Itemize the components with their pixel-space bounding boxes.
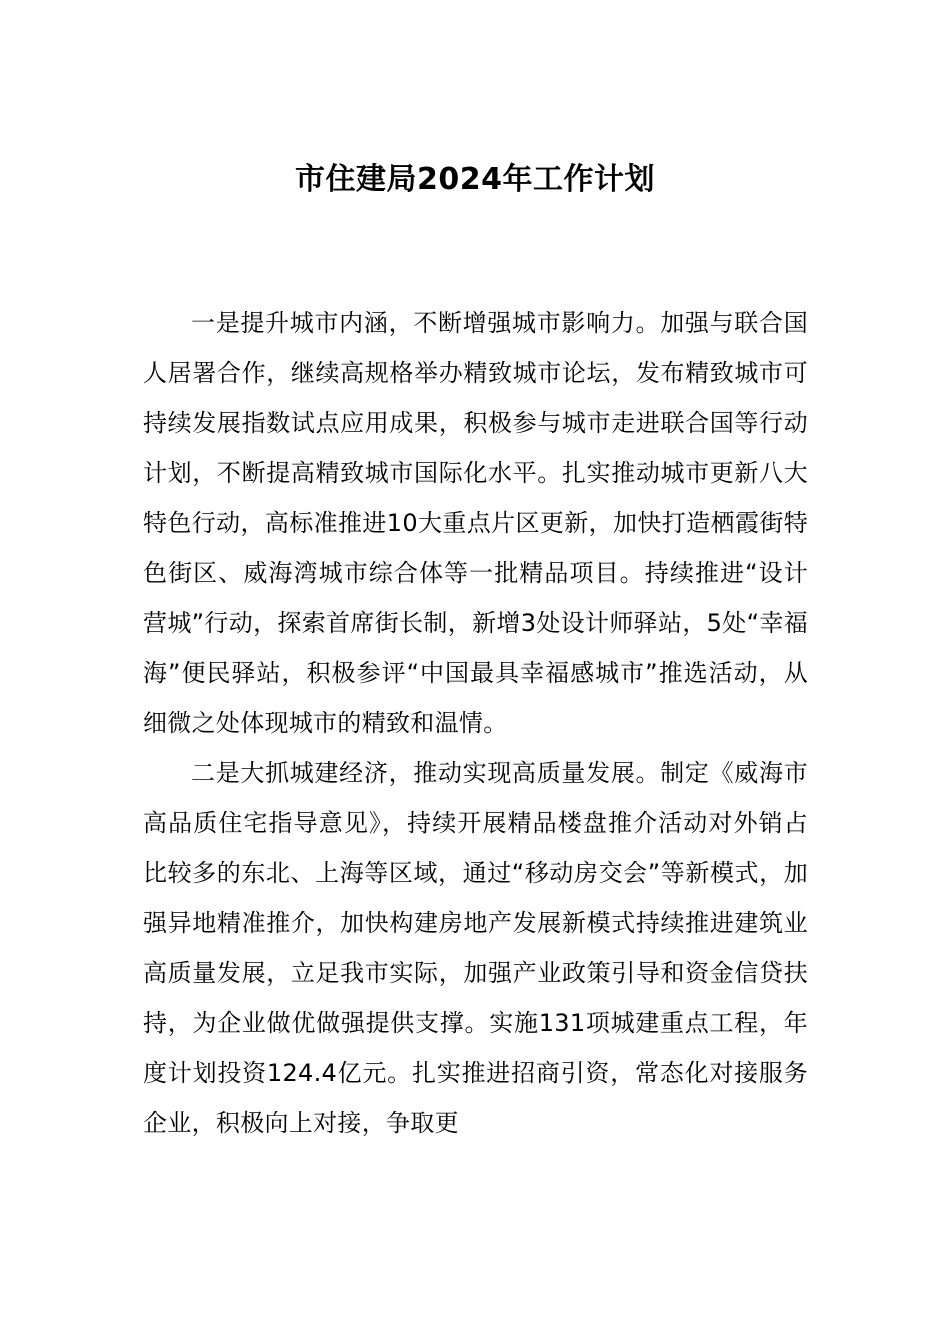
- paragraph-1: 一是提升城市内涵，不断增强城市影响力。加强与联合国人居署合作，继续高规格举办精致城市论坛，发布精致城市可持续发展指数试点应用成果，积极参与城市走进联合国等行动计划，不断提高精致城市国际化水平。扎实推动城市更新八大特色行动，高标准推进10大重点片区更新，加快打造栖霞街特色街区、威海湾城市综合体等一批精品项目。持续推进“设计营城”行动，探索首席街长制，新增3处设计师驿站，5处“幸福海”便民驿站，积极参评“中国最具幸福感城市”推选活动，从细微之处体现城市的精致和温情。: [143, 309, 808, 737]
- paragraph-2: 二是大抓城建经济，推动实现高质量发展。制定《威海市高品质住宅指导意见》，持续开展精品楼盘推介活动对外销占比较多的东北、上海等区域，通过“移动房交会”等新模式，加强异地精准推介，加快构建房地产发展新模式持续推进建筑业高质量发展，立足我市实际，加强产业政策引导和资金信贷扶持，为企业做优做强提供支撑。实施131项城建重点工程，年度计划投资124.4亿元。扎实推进招商引资，常态化对接服务企业，积极向上对接，争取更: [143, 759, 808, 1137]
- document-title: 市住建局2024年工作计划: [295, 162, 655, 197]
- document-body: [143, 298, 808, 1148]
